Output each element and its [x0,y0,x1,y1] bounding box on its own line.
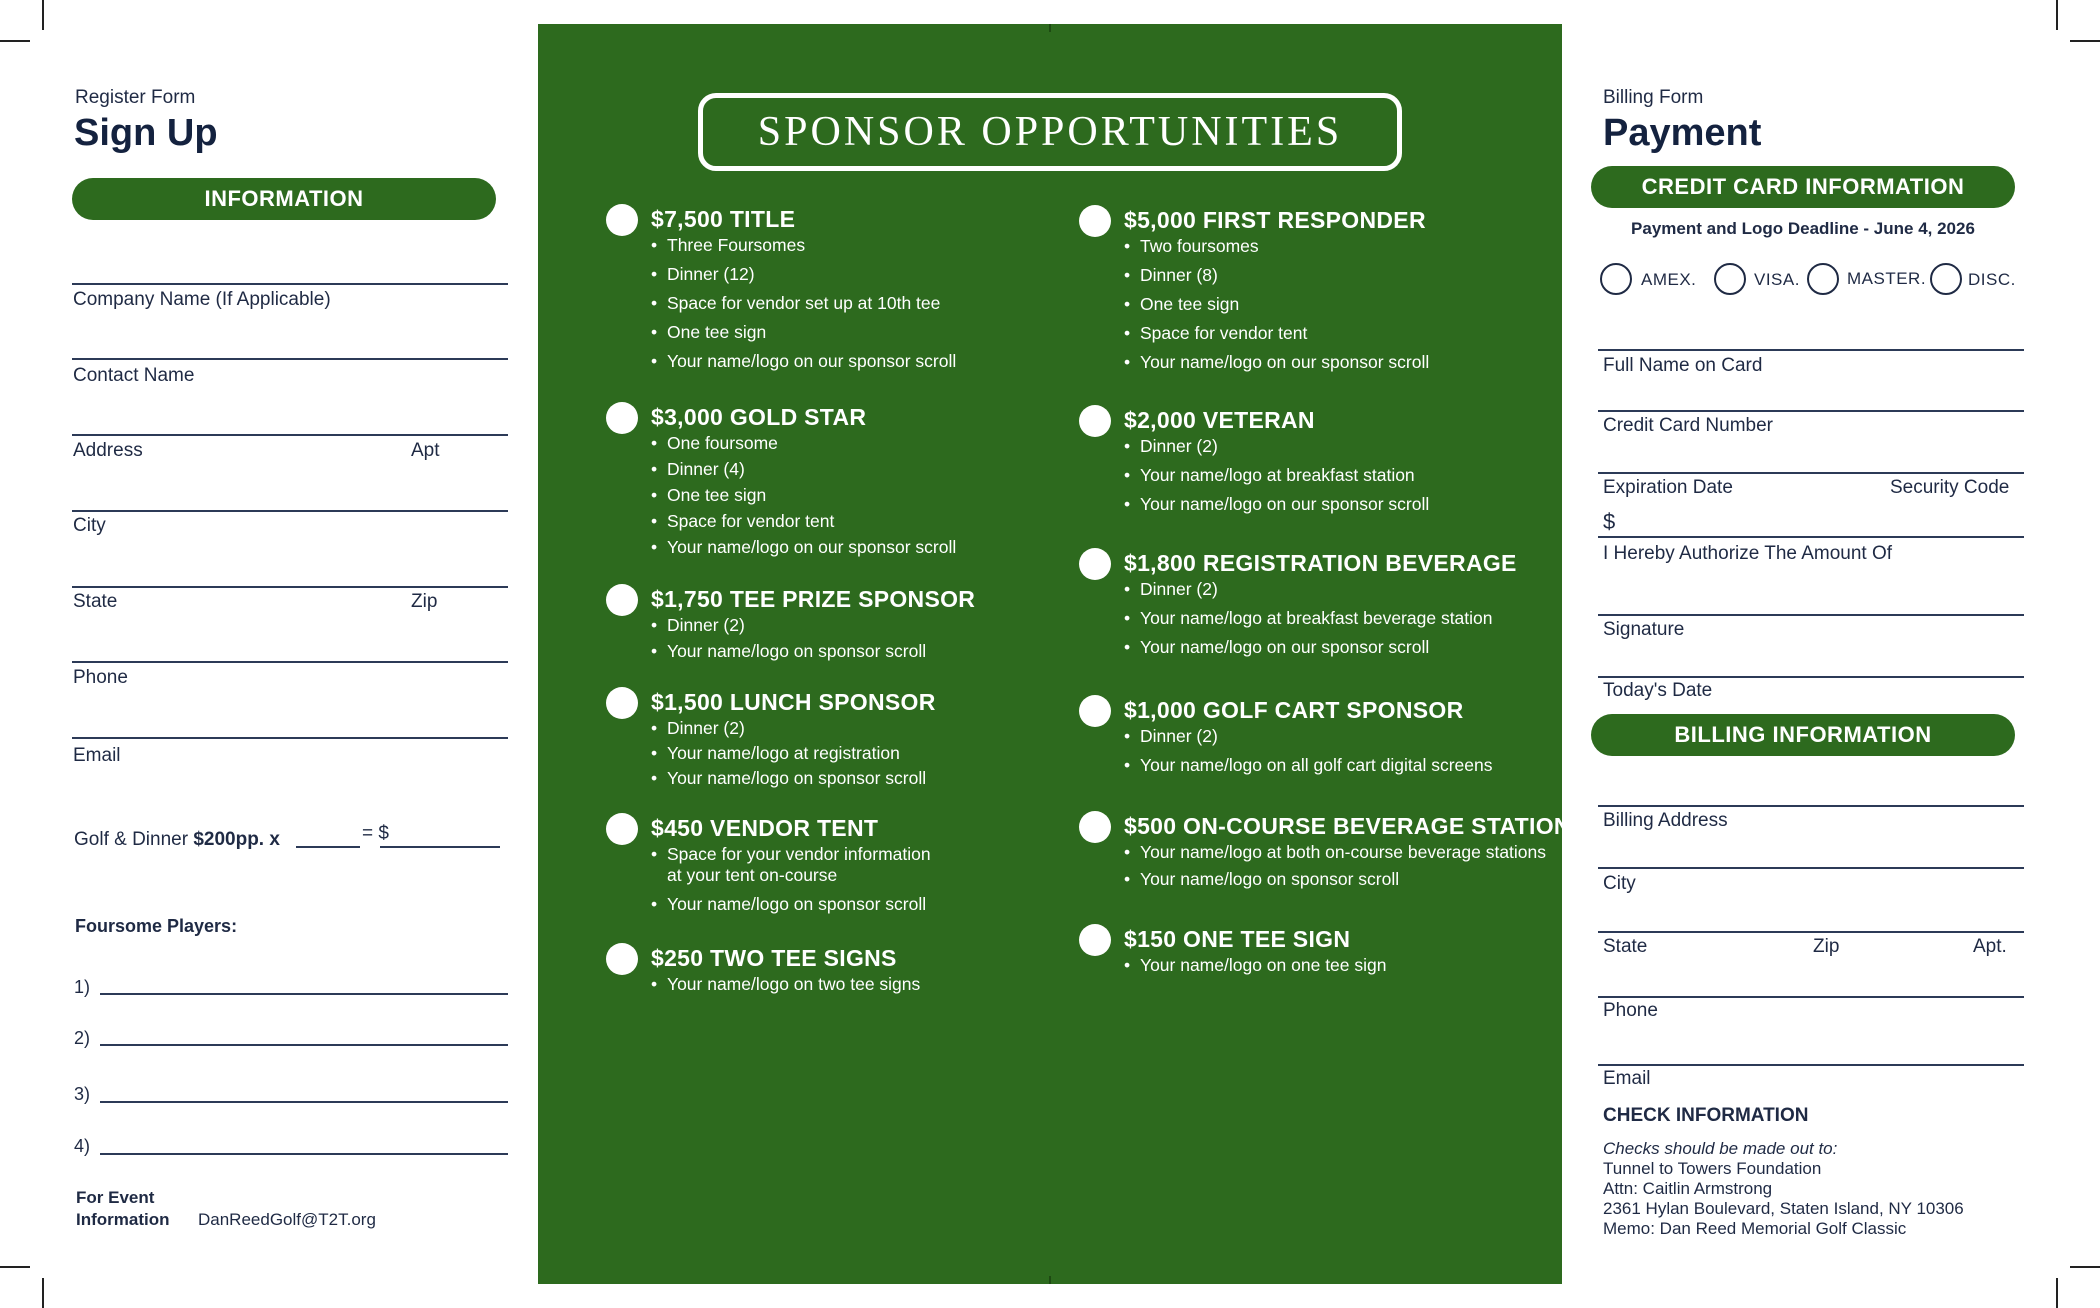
sponsor-benefits [1124,236,1429,373]
signature-line[interactable] [1598,614,2024,616]
billing-address-line[interactable] [1598,805,2024,807]
mastercard-radio[interactable] [1807,263,1839,295]
sponsor-benefits [651,235,956,372]
sponsor-title-text: $150 ONE TEE SIGN [1124,926,1351,952]
sponsor-benefits [651,974,920,995]
benefit-item: • Three Foursomes [651,235,956,256]
benefit-item-continued: at your tent on-course [667,865,838,885]
benefit-item: • Your name/logo on our sponsor scroll [1124,637,1517,658]
player-1-line[interactable] [100,993,508,995]
crop-mark [42,0,44,30]
mastercard-label: MASTER. [1847,269,1927,288]
benefit-item: • Space for vendor tent [1124,323,1429,344]
check-info-title: CHECK INFORMATION [1603,1105,1809,1126]
benefit-item: • Dinner (2) [651,718,936,739]
city-label: City [73,515,106,536]
sponsor-benefits [1124,955,1387,976]
payment-title: Payment [1603,112,1762,154]
benefit-item: • Your name/logo at breakfast station [1124,465,1429,486]
company-line[interactable] [72,283,508,285]
billing-city-label: City [1603,873,1636,894]
sponsor-option[interactable] [1124,813,1571,890]
benefit-item: • Two foursomes [1124,236,1429,257]
sponsor-option[interactable] [651,815,931,915]
check-line: Memo: Dan Reed Memorial Golf Classic [1603,1219,1907,1238]
benefit-item: • Your name/logo on sponsor scroll [651,894,931,915]
sponsor-benefits [1124,726,1492,776]
benefit-item: • Dinner (4) [651,459,956,480]
sponsor-title-text: $1,000 GOLF CART SPONSOR [1124,697,1464,723]
benefit-item: • Your name/logo on sponsor scroll [1124,869,1571,890]
card-number-line[interactable] [1598,410,2024,412]
deadline-note: Payment and Logo Deadline - June 4, 2026 [1631,219,1975,238]
full-name-line[interactable] [1598,349,2024,351]
todays-date-label: Today's Date [1603,680,1713,701]
zip-label: Zip [411,591,438,612]
player-4-label: 4) [74,1136,91,1156]
foursome-players-label: Foursome Players: [75,916,238,936]
sponsor-benefits [651,433,956,558]
apt-label: Apt [411,440,440,461]
benefit-item: • Dinner (2) [651,615,975,636]
expiration-label: Expiration Date [1603,477,1733,498]
state-line[interactable] [72,586,508,588]
sponsor-option[interactable] [1124,926,1387,976]
contact-label: Contact Name [73,365,195,386]
sponsor-option[interactable] [651,945,920,995]
crop-mark [42,1278,44,1308]
crop-mark [2056,0,2058,30]
sponsor-checkbox[interactable] [606,402,638,434]
amount-line[interactable] [1598,536,2024,538]
amex-label: AMEX. [1641,270,1697,289]
phone-label: Phone [73,667,128,688]
visa-radio[interactable] [1714,263,1746,295]
golf-dinner-label [74,829,280,851]
sponsor-checkbox[interactable] [1079,811,1111,843]
crop-mark [2056,1278,2058,1308]
sponsor-checkbox[interactable] [1079,695,1111,727]
sponsor-checkbox[interactable] [1079,205,1111,237]
sponsor-checkbox[interactable] [606,943,638,975]
sponsor-title-text: $450 VENDOR TENT [651,815,879,841]
information-section-header: INFORMATION [72,178,496,220]
sponsor-option[interactable] [651,689,936,789]
signup-title: Sign Up [74,112,218,154]
billing-city-line[interactable] [1598,867,2024,869]
benefit-item: • Space for vendor tent [651,511,956,532]
todays-date-line[interactable] [1598,676,2024,678]
sponsor-title-text: $3,000 GOLD STAR [651,404,867,430]
player-1-label: 1) [74,977,91,997]
sponsor-title-box [698,93,1402,171]
check-line: 2361 Hylan Boulevard, Staten Island, NY 10306 [1603,1199,1964,1218]
billing-email-line[interactable] [1598,1064,2024,1066]
benefit-item: • One tee sign [651,322,956,343]
sponsor-benefits [651,844,931,915]
player-3-label: 3) [74,1084,91,1104]
sponsor-option[interactable] [1124,207,1429,373]
player-2-label: 2) [74,1028,91,1048]
amex-radio[interactable] [1600,263,1632,295]
benefit-item: • Your name/logo on our sponsor scroll [1124,494,1429,515]
golf-quantity-line[interactable] [296,846,360,848]
authorize-label: I Hereby Authorize The Amount Of [1603,543,1893,564]
city-line[interactable] [72,510,508,512]
sponsor-title-text: $2,000 VETERAN [1124,407,1315,433]
player-2-line[interactable] [100,1044,508,1046]
sponsor-title-text: $1,800 REGISTRATION BEVERAGE [1124,550,1517,576]
event-email[interactable]: DanReedGolf@T2T.org [198,1210,376,1229]
sponsor-title-text: $1,500 LUNCH SPONSOR [651,689,936,715]
player-3-line[interactable] [100,1101,508,1103]
billing-state-label: State [1603,936,1648,957]
billing-state-line[interactable] [1598,931,2024,933]
sponsor-option[interactable] [651,404,956,558]
sponsor-checkbox[interactable] [606,687,638,719]
benefit-item: • Your name/logo on two tee signs [651,974,920,995]
golf-dinner-price: $200pp. x [193,829,280,850]
expiration-line[interactable] [1598,472,2024,474]
benefit-item: • Your name/logo on our sponsor scroll [651,537,956,558]
crop-mark [2070,1266,2100,1268]
benefit-item: • Your name/logo on sponsor scroll [651,641,975,662]
benefit-item: • Your name/logo on one tee sign [1124,955,1387,976]
crop-mark [2070,40,2100,42]
benefit-item: • Your name/logo at registration [651,743,936,764]
company-label: Company Name (If Applicable) [73,289,331,310]
event-info-label-2: Information [76,1210,170,1229]
benefit-item: • Space for your vendor information [651,844,931,865]
benefit-item: • Your name/logo on sponsor scroll [651,768,936,789]
phone-line[interactable] [72,661,508,663]
billing-apt-label: Apt. [1973,936,2007,957]
check-note: Checks should be made out to: [1603,1139,1838,1158]
sponsor-option[interactable] [651,586,975,662]
check-line: Attn: Caitlin Armstrong [1603,1179,1773,1198]
sponsor-checkbox[interactable] [606,584,638,616]
crop-mark [0,40,30,42]
crop-mark [0,1266,30,1268]
benefit-item: • Your name/logo on all golf cart digital screens [1124,755,1492,776]
sponsor-benefits [1124,842,1571,890]
full-name-label: Full Name on Card [1603,355,1763,376]
sponsor-option[interactable] [1124,407,1429,515]
sponsor-checkbox[interactable] [606,204,638,236]
benefit-item: • Dinner (2) [1124,579,1517,600]
signature-label: Signature [1603,619,1685,640]
sponsor-benefits [651,615,975,662]
benefit-item: • Your name/logo on our sponsor scroll [1124,352,1429,373]
address-label: Address [73,440,143,461]
billing-phone-label: Phone [1603,1000,1658,1021]
sponsor-title-text: $5,000 FIRST RESPONDER [1124,207,1426,233]
signup-kicker: Register Form [75,87,196,108]
email-line[interactable] [72,737,508,739]
discover-radio[interactable] [1930,263,1962,295]
benefit-item: • One tee sign [651,485,956,506]
check-line: Tunnel to Towers Foundation [1603,1159,1822,1178]
sponsor-checkbox[interactable] [606,813,638,845]
benefit-item: • Dinner (12) [651,264,956,285]
sponsor-benefits [651,718,936,789]
sponsor-checkbox[interactable] [1079,548,1111,580]
benefit-item: • Your name/logo at both on-course beverage stations [1124,842,1571,863]
event-info-label-1: For Event [76,1188,155,1207]
billing-address-label: Billing Address [1603,810,1728,831]
sponsor-title: SPONSOR OPPORTUNITIES [757,109,1343,155]
address-line[interactable] [72,434,508,436]
sponsor-title-text: $250 TWO TEE SIGNS [651,945,897,971]
player-4-line[interactable] [100,1153,508,1155]
sponsor-option[interactable] [1124,550,1517,658]
benefit-item: • One tee sign [1124,294,1429,315]
benefit-item: • Dinner (2) [1124,436,1429,457]
sponsor-title-text: $500 ON-COURSE BEVERAGE STATION [1124,813,1571,839]
golf-total-line[interactable] [380,846,500,848]
benefit-item: • Dinner (2) [1124,726,1492,747]
benefit-item: • Space for vendor set up at 10th tee [651,293,956,314]
state-label: State [73,591,118,612]
discover-label: DISC. [1968,270,2016,289]
sponsor-benefits [1124,579,1517,658]
billing-zip-label: Zip [1813,936,1840,957]
sponsor-option[interactable] [651,206,956,372]
billing-section-header: BILLING INFORMATION [1591,714,2015,756]
sponsor-title-text: $7,500 TITLE [651,206,796,232]
benefit-item: • Your name/logo on our sponsor scroll [651,351,956,372]
golf-equals: = $ [362,823,389,844]
billing-phone-line[interactable] [1598,996,2024,998]
visa-label: VISA. [1754,270,1800,289]
payment-kicker: Billing Form [1603,87,1704,108]
sponsor-option[interactable] [1124,697,1492,776]
billing-email-label: Email [1603,1068,1651,1089]
benefit-item: • One foursome [651,433,956,454]
email-label: Email [73,745,121,766]
security-code-label: Security Code [1890,477,2010,498]
contact-line[interactable] [72,358,508,360]
card-number-label: Credit Card Number [1603,415,1773,436]
sponsor-benefits [1124,436,1429,515]
benefit-item: • Dinner (8) [1124,265,1429,286]
dollar-sign: $ [1603,509,1616,534]
sponsor-title-text: $1,750 TEE PRIZE SPONSOR [651,586,976,612]
sponsor-checkbox[interactable] [1079,924,1111,956]
golf-dinner-prefix: Golf & Dinner [74,829,194,850]
fold-mark [1049,24,1051,32]
benefit-item: • Your name/logo at breakfast beverage station [1124,608,1517,629]
sponsor-checkbox[interactable] [1079,405,1111,437]
credit-card-section-header: CREDIT CARD INFORMATION [1591,166,2015,208]
fold-mark [1049,1276,1051,1284]
